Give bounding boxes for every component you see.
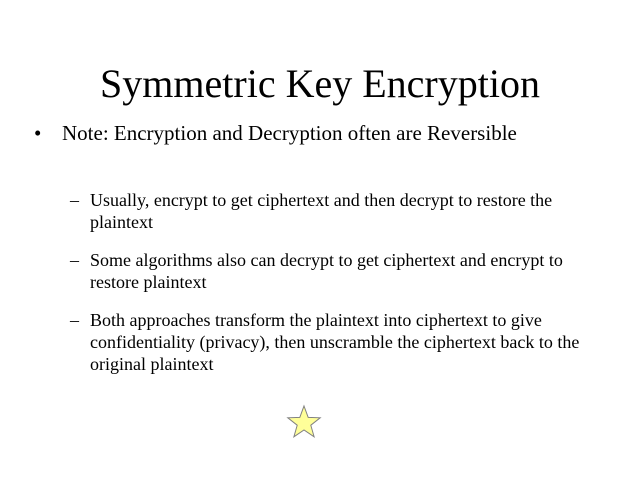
slide-title: Symmetric Key Encryption [100,61,540,106]
star-icon[interactable] [286,404,322,440]
main-bullet-text: Note: Encryption and Decryption often are Reversible [62,121,517,145]
sub-bullet-marker: – [70,310,79,330]
sub-bullet-marker: – [70,190,79,210]
sub-bullet-text: Some algorithms also can decrypt to get ciphertext and encrypt to restore plaintext [90,250,563,292]
sub-bullet-text: Both approaches transform the plaintext into ciphertext to give confidentiality (privacy), then unscramble the ciphertext back to the original plaintext [90,310,580,374]
bullet-marker: • [34,121,42,145]
sub-bullet-text: Usually, encrypt to get ciphertext and then decrypt to restore the plaintext [90,190,553,232]
star-shape [288,406,320,437]
sub-bullet-marker: – [70,250,79,270]
